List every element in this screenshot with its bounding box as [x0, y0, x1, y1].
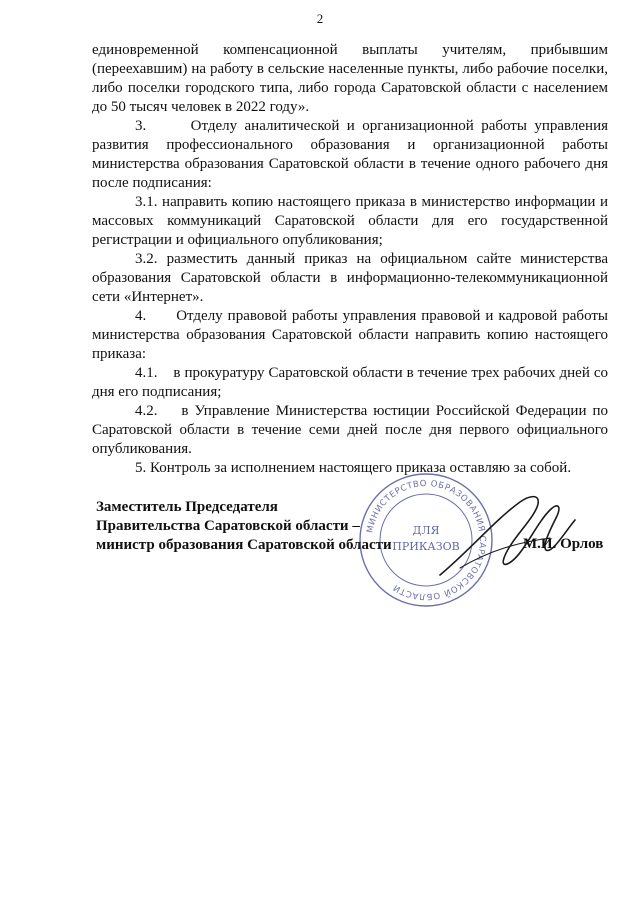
paragraph-item-4-1: 4.1. в прокуратуру Саратовской области в течение трех рабочих дней со дня его подписания; — [92, 365, 608, 400]
signatory-line-1: Заместитель Председателя — [96, 499, 278, 515]
paragraph-item-4-2: 4.2. в Управление Министерства юстиции Российской Федерации по Саратовской области в течение семи дней после дня первого официального опубликования. — [92, 403, 608, 457]
stamp-center-line-2: ПРИКАЗОВ — [392, 540, 460, 553]
signatory-name: М.И. Орлов — [523, 536, 604, 552]
paragraph-item-5: 5. Контроль за исполнением настоящего приказа оставляю за собой. — [135, 460, 572, 476]
paragraph-item-3: 3. Отделу аналитической и организационной работы управления развития профессионального образования и организационной работы министерства образования Саратовской области в течение одного рабочего дня после подписания: — [92, 118, 608, 191]
stamp-ring-text: МИНИСТЕРСТВО ОБРАЗОВАНИЯ САРАТОВСКОЙ ОБЛАСТИ — [365, 478, 488, 602]
page-number: 2 — [316, 11, 324, 26]
signatory-title — [96, 498, 392, 555]
paragraph-continuation: единовременной компенсационной выплаты учителям, прибывшим (переехавшим) на работу в сельские населенные пункты, либо рабочие поселки, либо поселки городского типа, либо города Саратовской области с населением до 50 тысяч человек в 2022 году». — [92, 42, 608, 115]
paragraph-item-3-1: 3.1. направить копию настоящего приказа в министерство информации и массовых коммуникаций Саратовской области для его государственной регистрации и официального опубликования; — [92, 194, 608, 248]
stamp-center-line-1: ДЛЯ — [412, 524, 440, 537]
document-body — [92, 41, 608, 478]
paragraph-item-4: 4. Отделу правовой работы управления правовой и кадровой работы министерства образования Саратовской области направить копию настоящего приказа: — [92, 308, 608, 362]
signatory-line-3: министр образования Саратовской области — [96, 537, 392, 553]
signatory-line-2: Правительства Саратовской области – — [96, 518, 360, 534]
handwritten-signature — [400, 480, 600, 590]
paragraph-item-3-2: 3.2. разместить данный приказ на официальном сайте министерства образования Саратовской области в информационно-телекоммуникационной сети «Интернет». — [92, 251, 608, 305]
